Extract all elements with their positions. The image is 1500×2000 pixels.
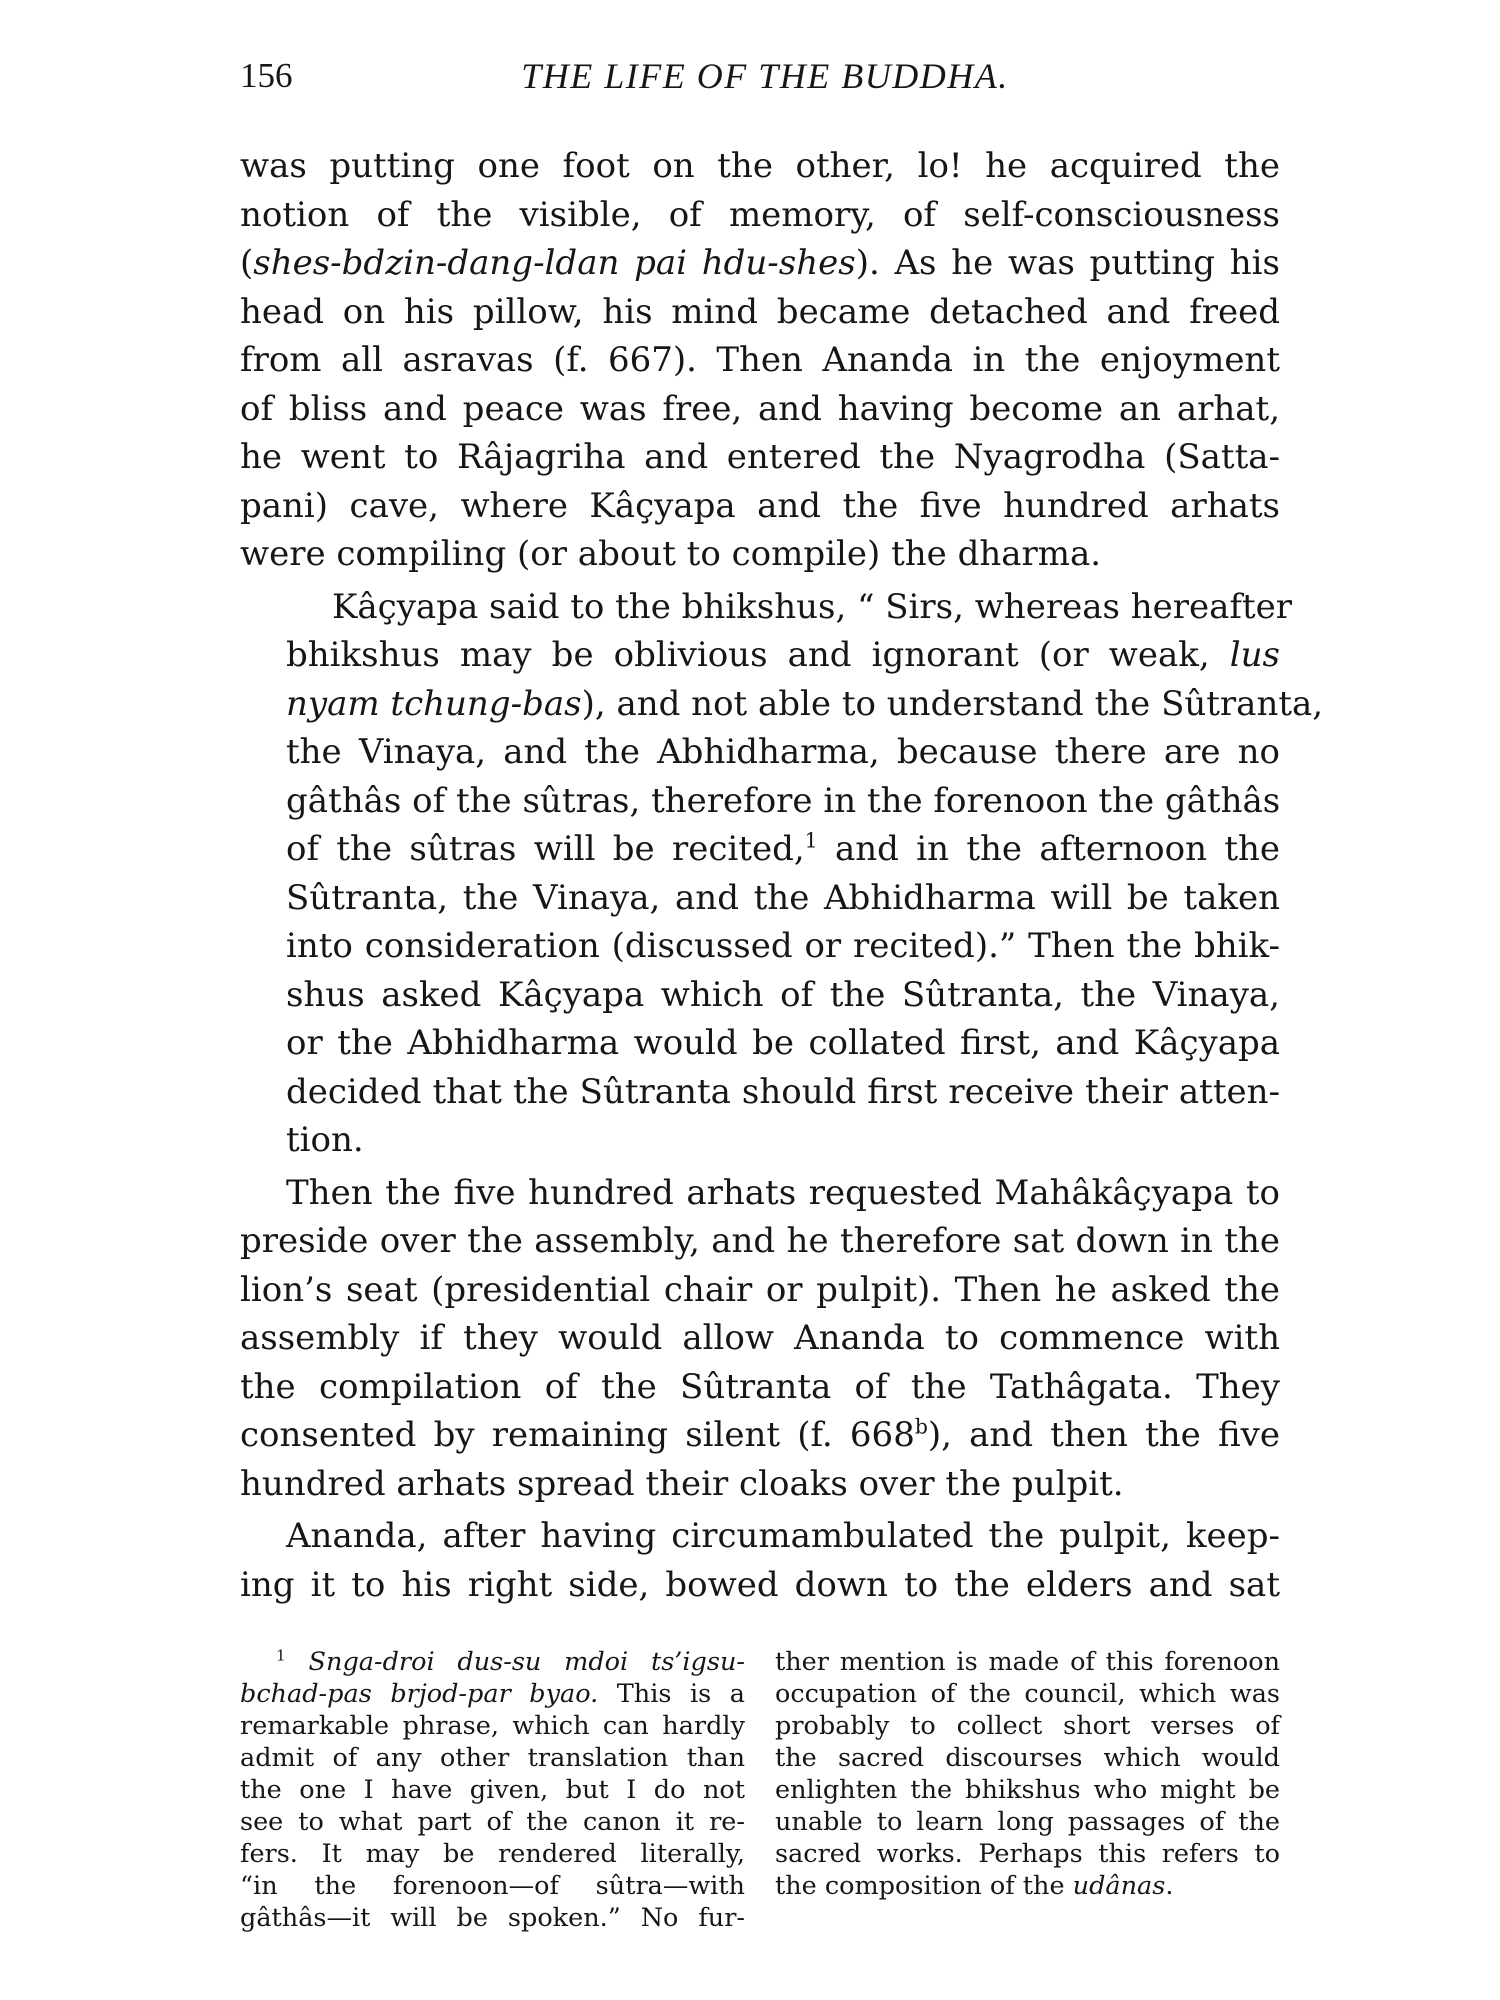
paragraph-2 [240, 583, 1324, 1165]
book-page [240, 48, 1324, 1948]
footnote-line: unable to learn long passages of the [775, 1807, 1280, 1837]
text-line: consented by remaining silent (f. 668$^b$), and then the five [240, 1414, 1280, 1455]
footnote-line: see to what part of the canon it re- [240, 1807, 745, 1837]
footnote-line: admit of any other translation than [240, 1743, 745, 1773]
text-line: lion’s seat (presidential chair or pulpit). Then he asked the [240, 1269, 1280, 1310]
text-line: was putting one foot on the other, lo! he acquired the [240, 146, 1280, 186]
footnote-right-column [775, 1646, 1280, 1934]
text-line: the compilation of the Sûtranta of the Tathâgata. They [240, 1366, 1280, 1407]
text-line: notion of the visible, of memory, of self-consciousness [240, 194, 1280, 235]
footnote-marker: 1 [276, 1646, 286, 1665]
footnote-line: occupation of the council, which was [775, 1679, 1280, 1709]
paragraph-4 [240, 1512, 1280, 1609]
running-head [240, 48, 1280, 104]
sanskrit-term: udânas [1072, 1871, 1166, 1901]
text-line: pani) cave, where Kâçyapa and the five hundred arhats [240, 485, 1280, 526]
text-line: preside over the assembly, and he therefore sat down in the [240, 1221, 1280, 1261]
footnote-ref[interactable]: 1 [804, 828, 818, 853]
tibetan-term: nyam tchung-bas [286, 683, 582, 724]
text-line: he went to Râjagriha and entered the Nyagrodha (Satta- [240, 437, 1280, 477]
footnote-line: the one I have given, but I do not [240, 1775, 745, 1805]
text-line: hundred arhats spread their cloaks over the pulpit. [240, 1463, 1124, 1504]
text-line: assembly if they would allow Ananda to commence with [240, 1318, 1280, 1358]
footnote-line: fers. It may be rendered literally, [240, 1839, 745, 1869]
running-title: THE LIFE OF THE BUDDHA. [521, 56, 1009, 96]
page-number: 156 [240, 56, 293, 95]
text-line: the Vinaya, and the Abhidharma, because there are no [286, 732, 1280, 772]
footnotes [240, 1646, 1280, 1934]
footnote-left-column [240, 1646, 745, 1934]
text-line: tion. [286, 1120, 364, 1160]
paragraph-3 [240, 1169, 1280, 1509]
text-line: nyam tchung-bas), and not able to understand the Sûtranta, [286, 683, 1324, 724]
text-line: bhikshus may be oblivious and ignorant (or weak, lus [286, 635, 1280, 675]
text-line: of the sûtras will be recited,$^1$ and in the afternoon the [286, 828, 1281, 869]
footnote-line: the sacred discourses which would [775, 1743, 1280, 1773]
tibetan-term: lus [1229, 635, 1280, 675]
footnote-line: bchad-pas brjod-par byao. This is a [240, 1679, 745, 1709]
folio-superscript: b [914, 1414, 928, 1439]
text-line: from all asravas (f. 667). Then Ananda in the enjoyment [240, 340, 1280, 380]
text-line: decided that the Sûtranta should first receive their atten- [286, 1071, 1280, 1112]
text-line: Sûtranta, the Vinaya, and the Abhidharma will be taken [286, 877, 1280, 918]
footnote-line: remarkable phrase, which can hardly [240, 1711, 745, 1741]
text-line: Ananda, after having circumambulated the pulpit, keep- [286, 1516, 1280, 1556]
text-line: Then the five hundred arhats requested Mahâkâçyapa to [286, 1172, 1280, 1213]
tibetan-term: bchad-pas brjod-par byao. [240, 1679, 599, 1709]
tibetan-term: Snga-droi dus-su mdoi ts’igsu- [308, 1647, 746, 1677]
text-line: head on his pillow, his mind became detached and freed [240, 291, 1280, 332]
text-line: gâthâs of the sûtras, therefore in the forenoon the gâthâs [286, 780, 1281, 821]
text-line: (shes-bdzin-dang-ldan pai hdu-shes). As he was putting his [240, 243, 1280, 283]
footnote-line [240, 1646, 745, 1678]
text-line: ing it to his right side, bowed down to the elders and sat [240, 1564, 1280, 1605]
footnote-line: “in the forenoon—of sûtra—with [240, 1871, 745, 1901]
footnote-line: ther mention is made of this forenoon [775, 1647, 1280, 1677]
text-line: Kâçyapa said to the bhikshus, “ Sirs, whereas hereafter [332, 586, 1293, 627]
footnote-line: the composition of the udânas. [775, 1871, 1174, 1901]
footnote-line: sacred works. Perhaps this refers to [775, 1839, 1280, 1869]
tibetan-term: shes-bdzin-dang-ldan pai hdu-shes [253, 243, 856, 283]
footnote-line: gâthâs—it will be spoken.” No fur- [240, 1903, 745, 1933]
text-line: of bliss and peace was free, and having become an arhat, [240, 388, 1280, 429]
text-line: shus asked Kâçyapa which of the Sûtranta, the Vinaya, [286, 974, 1280, 1015]
footnote-line: probably to collect short verses of [775, 1711, 1280, 1741]
paragraph-1 [240, 142, 1280, 579]
main-text [240, 142, 1324, 1609]
text-line: into consideration (discussed or recited).” Then the bhik- [286, 926, 1280, 966]
footnote-line: enlighten the bhikshus who might be [775, 1775, 1280, 1805]
text-line: were compiling (or about to compile) the dharma. [240, 534, 1102, 574]
text-line: or the Abhidharma would be collated first, and Kâçyapa [286, 1023, 1280, 1063]
